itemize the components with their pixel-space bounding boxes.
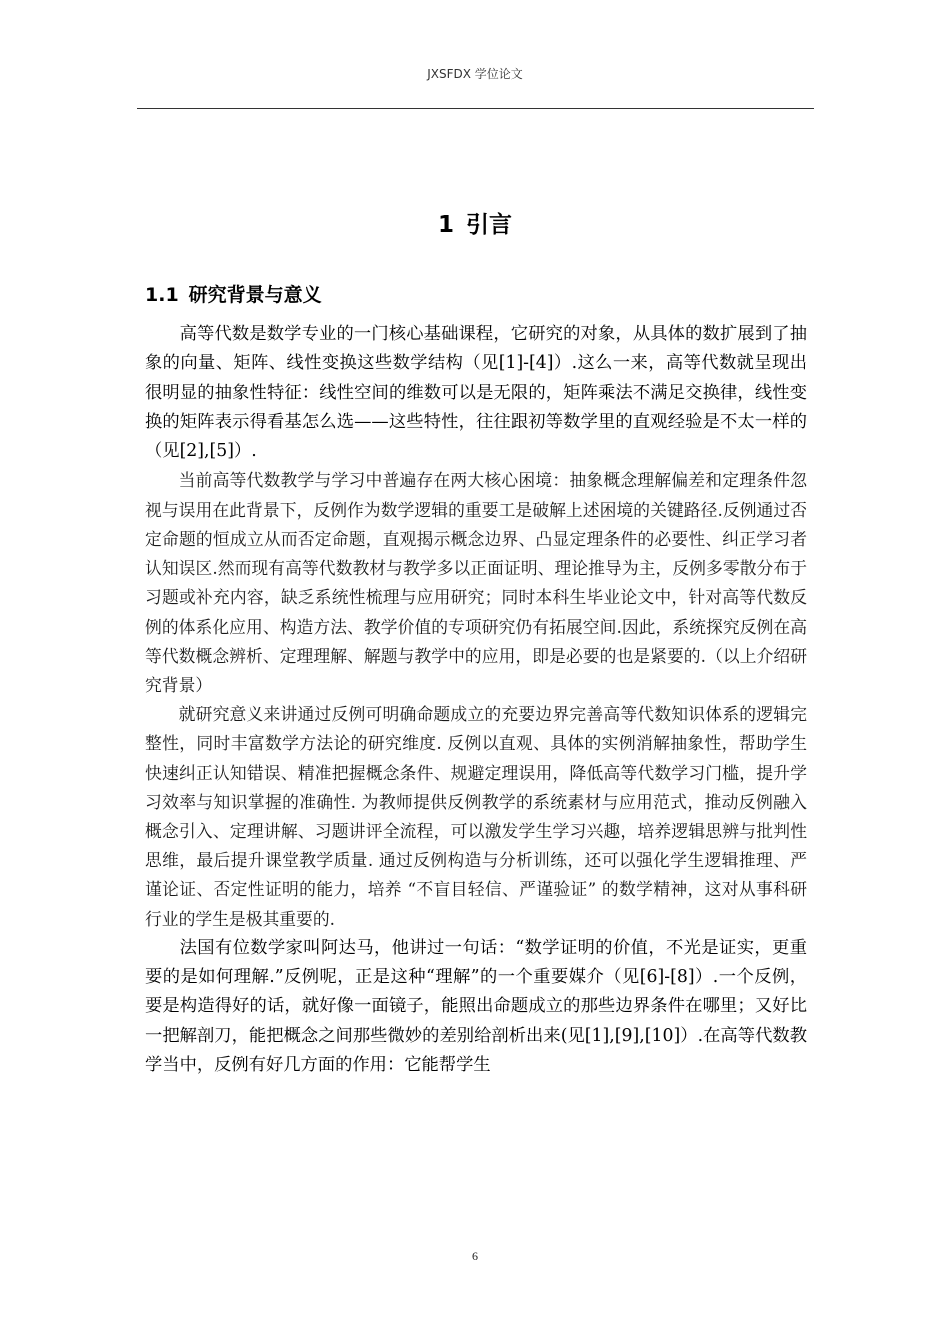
section-number: 1.1 bbox=[145, 284, 179, 306]
section-heading bbox=[145, 280, 322, 307]
running-header: JXSFDX 学位论文 bbox=[427, 67, 523, 81]
paragraph-background-difficulties: 当前高等代数教学与学习中普遍存在两大核心困境：抽象概念理解偏差和定理条件忽视与误用在此背景下，反例作为数学逻辑的重要工是破解上述困境的关键路径.反例通过否定命题的恒成立从而否定命题，直观揭示概念边界、凸显定理条件的必要性、纠正学习者认知误区.然而现有高等代数教材与教学多以正面证明、理论推导为主，反例多零散分布于习题或补充内容，缺乏系统性梳理与应用研究；同时本科生毕业论文中，针对高等代数反例的体系化应用、构造方法、教学价值的专项研究仍有拓展空间.因此，系统探究反例在高等代数概念辨析、定理理解、解题与教学中的应用，即是必要的也是紧要的.（以上介绍研究背景） bbox=[145, 470, 807, 695]
section-title: 研究背景与意义 bbox=[188, 284, 322, 306]
paragraph-hadamard-quote: 法国有位数学家叫阿达马，他讲过一句话：“数学证明的价值，不光是证实，更重要的是如何理解.”反例呢，正是这种“理解”的一个重要媒介（见[6]-[8]）.一个反例，要是构造得好的话，就好像一面镜子，能照出命题成立的那些边界条件在哪里；又好比一把解剖刀，能把概念之间那些微妙的差别给剖析出来(见[1],[9],[10]）.在高等代数教学当中，反例有好几方面的作用：它能帮学生 bbox=[145, 937, 807, 1075]
chapter-number: 1 bbox=[437, 212, 454, 238]
chapter-title: 引言 bbox=[466, 212, 512, 238]
chapter-heading bbox=[0, 206, 950, 239]
paragraph-background-intro: 高等代数是数学专业的一门核心基础课程，它研究的对象，从具体的数扩展到了抽象的向量、矩阵、线性变换这些数学结构（见[1]-[4]）.这么一来，高等代数就呈现出很明显的抽象性特征：线性空间的维数可以是无限的，矩阵乘法不满足交换律，线性变换的矩阵表示得看基怎么选——这些特性，往往跟初等数学里的直观经验是不太一样的（见[2],[5]）. bbox=[145, 324, 807, 462]
body-text bbox=[145, 320, 807, 1080]
page-number: 6 bbox=[472, 1249, 478, 1263]
header-divider bbox=[137, 108, 814, 109]
paragraph-significance: 就研究意义来讲通过反例可明确命题成立的充要边界完善高等代数知识体系的逻辑完整性，同时丰富数学方法论的研究维度. 反例以直观、具体的实例消解抽象性，帮助学生快速纠正认知错误、精准把握概念条件、规避定理误用，降低高等代数学习门槛，提升学习效率与知识掌握的准确性. 为教师提供反例教学的系统素材与应用范式，推动反例融入概念引入、定理讲解、习题讲评全流程，可以激发学生学习兴趣，培养逻辑思辨与批判性思维，最后提升课堂教学质量. 通过反例构造与分析训练，还可以强化学生逻辑推理、严谨论证、否定性证明的能力，培养 “不盲目轻信、严谨验证” 的数学精神，这对从事科研行业的学生是极其重要的. bbox=[145, 704, 807, 929]
